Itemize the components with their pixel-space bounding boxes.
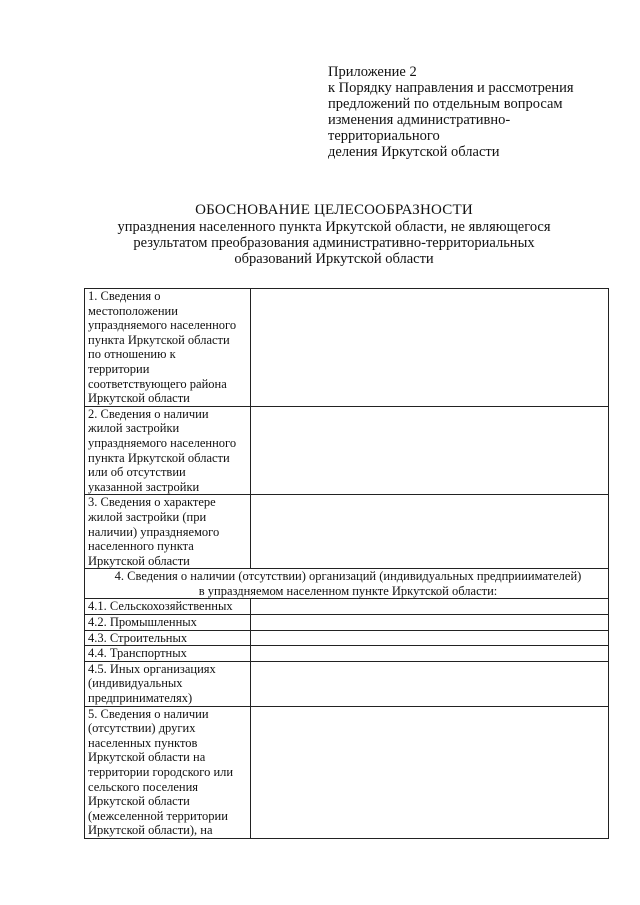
row-label-line: 4.1. Сельскохозяйственных bbox=[88, 599, 233, 614]
row-label-line: упраздняемого населенного bbox=[88, 435, 237, 450]
form-table-body bbox=[85, 289, 609, 839]
row-label-line: Иркутской области bbox=[88, 553, 190, 568]
section-header-line: 4. Сведения о наличии (отсутствии) организаций (индивидуальных предприиимателей) bbox=[114, 569, 582, 584]
appendix-line: деления Иркутской области bbox=[328, 144, 500, 160]
row-label-line: (отсутствии) других bbox=[88, 721, 196, 736]
row-label-line: жилой застройки bbox=[88, 421, 180, 436]
document-heading: ОБОСНОВАНИЕ ЦЕЛЕСООБРАЗНОСТИ bbox=[195, 202, 473, 218]
row-label-line: пункта Иркутской области bbox=[88, 332, 230, 347]
document-subtitle-line: упразднения населенного пункта Иркутской области, не являющегося bbox=[117, 219, 551, 235]
row-label-line: соответствующего района bbox=[88, 376, 227, 391]
row-label-line: Иркутской области bbox=[88, 391, 190, 406]
row-label-cell bbox=[85, 406, 251, 495]
row-label-line: пункта Иркутской области bbox=[88, 450, 230, 465]
row-label-line: сельского поселения bbox=[88, 779, 199, 794]
row-label-line: жилой застройки (при bbox=[88, 509, 207, 524]
table-row bbox=[85, 646, 609, 662]
row-value-cell[interactable] bbox=[251, 615, 609, 631]
row-label-line: предпринимателях) bbox=[88, 691, 193, 706]
table-row bbox=[85, 706, 609, 838]
row-label-line: 5. Сведения о наличии bbox=[88, 706, 209, 721]
appendix-line: изменения административно- bbox=[328, 112, 511, 128]
row-label-line: или об отсутствии bbox=[88, 465, 186, 480]
document-title-block bbox=[60, 202, 608, 267]
row-label-line: по отношению к bbox=[88, 347, 176, 362]
row-value-cell[interactable] bbox=[251, 630, 609, 646]
row-label-cell bbox=[85, 646, 251, 662]
row-value-cell[interactable] bbox=[251, 706, 609, 838]
appendix-line: предложений по отдельным вопросам bbox=[328, 96, 563, 112]
row-label-line: 3. Сведения о характере bbox=[88, 495, 216, 510]
row-label-line: (индивидуальных bbox=[88, 676, 183, 691]
row-label-line: 4.4. Транспортных bbox=[88, 646, 187, 661]
row-label-cell bbox=[85, 599, 251, 615]
justification-form-table bbox=[84, 288, 609, 839]
document-subtitle-line: образований Иркутской области bbox=[234, 251, 434, 267]
row-label-line: Иркутской области bbox=[88, 794, 190, 809]
row-label-line: населенного пункта bbox=[88, 539, 194, 554]
row-label-line: территории городского или bbox=[88, 765, 234, 779]
row-label-line: упраздняемого населенного bbox=[88, 318, 237, 333]
row-label-line: населенных пунктов bbox=[88, 735, 198, 750]
row-value-cell[interactable] bbox=[251, 646, 609, 662]
row-value-cell[interactable] bbox=[251, 661, 609, 706]
table-row bbox=[85, 289, 609, 407]
row-label-cell bbox=[85, 661, 251, 706]
row-label-line: указанной застройки bbox=[88, 479, 200, 494]
row-value-cell[interactable] bbox=[251, 406, 609, 495]
appendix-line: Приложение 2 bbox=[328, 64, 417, 80]
row-label-cell bbox=[85, 630, 251, 646]
appendix-note bbox=[328, 64, 628, 160]
row-value-cell[interactable] bbox=[251, 289, 609, 407]
table-row bbox=[85, 406, 609, 495]
row-label-line: Иркутской области на bbox=[88, 750, 206, 765]
row-label-line: территории bbox=[88, 361, 150, 376]
appendix-line: территориального bbox=[328, 128, 440, 144]
row-label-cell bbox=[85, 706, 251, 838]
document-subtitle-line: результатом преобразования административно-территориальных bbox=[133, 235, 535, 251]
row-label-line: 1. Сведения о bbox=[88, 289, 161, 303]
appendix-line: к Порядку направления и рассмотрения bbox=[328, 80, 574, 96]
row-label-cell bbox=[85, 495, 251, 569]
row-label-line: 4.2. Промышленных bbox=[88, 615, 197, 630]
table-row bbox=[85, 569, 609, 599]
table-row bbox=[85, 615, 609, 631]
row-label-line: 4.3. Строительных bbox=[88, 630, 188, 645]
section-header-line: в упраздняемом населенном пункте Иркутской области: bbox=[198, 583, 498, 598]
row-value-cell[interactable] bbox=[251, 599, 609, 615]
table-row bbox=[85, 630, 609, 646]
table-row bbox=[85, 661, 609, 706]
row-label-cell bbox=[85, 289, 251, 407]
table-row bbox=[85, 495, 609, 569]
row-value-cell[interactable] bbox=[251, 495, 609, 569]
row-label-line: местоположении bbox=[88, 303, 178, 318]
row-label-cell bbox=[85, 615, 251, 631]
row-label-line: (межселенной территории bbox=[88, 808, 228, 823]
section-header-cell bbox=[85, 569, 609, 599]
table-row bbox=[85, 599, 609, 615]
row-label-line: 4.5. Иных организациях bbox=[88, 661, 216, 676]
row-label-line: Иркутской области), на bbox=[88, 823, 213, 838]
row-label-line: наличии) упраздняемого bbox=[88, 524, 220, 539]
row-label-line: 2. Сведения о наличии bbox=[88, 406, 209, 421]
